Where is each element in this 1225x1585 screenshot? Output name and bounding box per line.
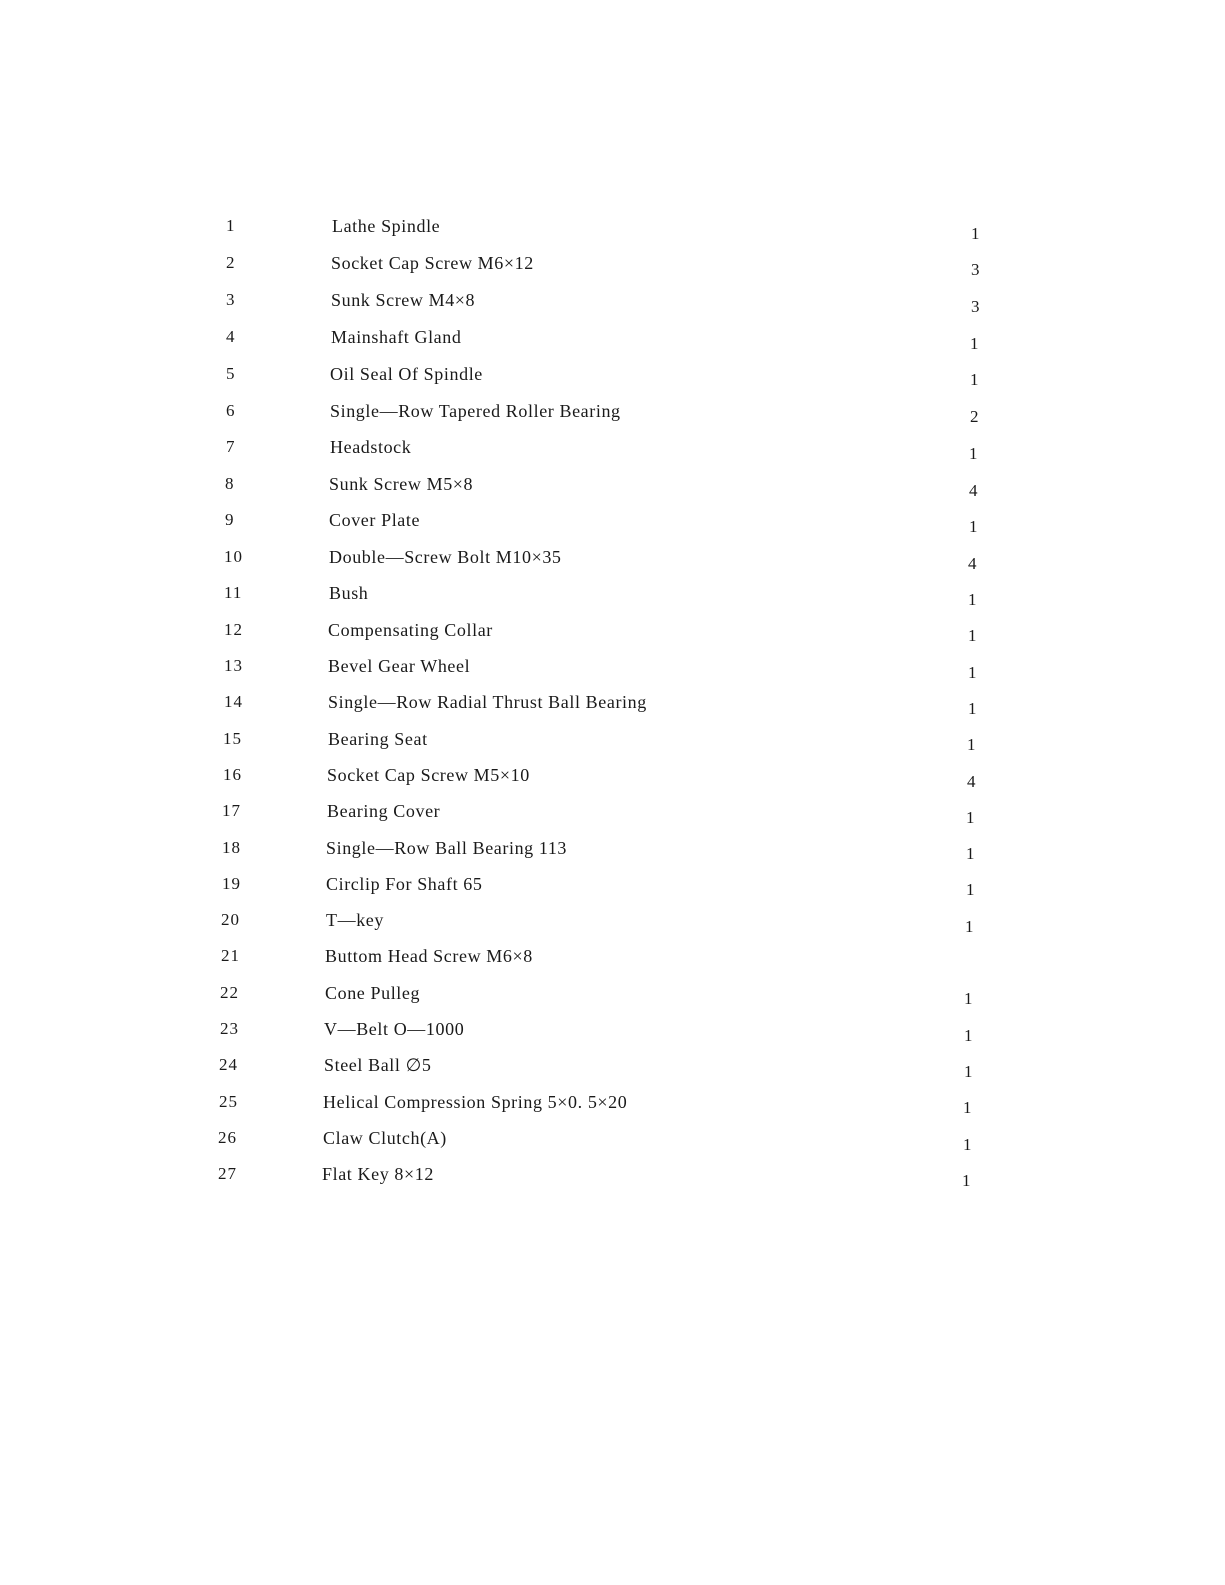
part-name: Cone Pulleg [325,983,421,1003]
part-quantity: 4 [968,554,977,573]
part-quantity: 1 [962,1171,971,1190]
table-row [0,290,1225,326]
table-row [0,364,1225,400]
part-quantity: 1 [964,1062,973,1081]
table-row [0,437,1225,473]
part-quantity: 1 [966,808,975,827]
part-quantity: 1 [964,989,973,1008]
part-name: Mainshaft Gland [331,327,462,347]
part-quantity: 1 [968,663,977,682]
part-name: Oil Seal Of Spindle [330,364,483,384]
table-row [0,510,1225,546]
part-quantity: 1 [969,444,978,463]
part-name: Single—Row Tapered Roller Bearing [330,401,621,421]
part-number: 10 [224,547,243,566]
part-number: 16 [223,765,242,784]
part-quantity: 1 [966,844,975,863]
part-quantity: 1 [968,626,977,645]
part-quantity: 1 [963,1135,972,1154]
table-row [0,946,1225,982]
table-row [0,1128,1225,1164]
part-name: Cover Plate [329,510,421,530]
part-number: 7 [226,437,236,456]
table-row [0,620,1225,656]
part-number: 17 [222,801,241,820]
table-row [0,1092,1225,1128]
part-number: 20 [221,910,240,929]
part-name: T—key [326,910,384,930]
table-row [0,910,1225,946]
part-quantity: 1 [965,917,974,936]
part-name: Lathe Spindle [332,216,441,236]
part-number: 5 [226,364,236,383]
part-number: 9 [225,510,235,529]
part-quantity: 2 [970,407,979,426]
part-number: 15 [223,729,242,748]
table-row [0,1019,1225,1055]
table-row [0,547,1225,583]
table-row [0,401,1225,437]
part-quantity: 1 [968,590,977,609]
part-name: Buttom Head Screw M6×8 [325,946,533,966]
table-row [0,874,1225,910]
table-row [0,692,1225,728]
part-quantity: 4 [967,772,976,791]
part-number: 21 [221,946,240,965]
part-number: 27 [218,1164,237,1183]
part-name: Circlip For Shaft 65 [326,874,483,894]
part-name: Compensating Collar [328,620,493,640]
part-name: Double—Screw Bolt M10×35 [329,547,562,567]
part-number: 24 [219,1055,238,1074]
part-number: 22 [220,983,239,1002]
part-number: 23 [220,1019,239,1038]
part-name: Socket Cap Screw M6×12 [331,253,534,273]
table-row [0,216,1225,252]
table-row [0,801,1225,837]
part-name: Helical Compression Spring 5×0. 5×20 [323,1092,628,1112]
part-name: Headstock [330,437,412,457]
part-number: 11 [224,583,243,602]
table-row [0,327,1225,363]
part-quantity: 3 [971,297,980,316]
part-number: 25 [219,1092,238,1111]
part-quantity: 4 [969,481,978,500]
part-name: Bevel Gear Wheel [328,656,471,676]
part-name: V—Belt O—1000 [324,1019,465,1039]
part-name: Sunk Screw M4×8 [331,290,476,310]
table-row [0,253,1225,289]
table-row [0,983,1225,1019]
part-name: Bearing Seat [328,729,428,749]
part-number: 13 [224,656,243,675]
part-name: Single—Row Ball Bearing 113 [326,838,568,858]
table-row [0,1055,1225,1091]
part-quantity: 1 [966,880,975,899]
part-number: 4 [226,327,236,346]
part-quantity: 1 [970,370,979,389]
part-name: Single—Row Radial Thrust Ball Bearing [328,692,647,712]
part-name: Bearing Cover [327,801,441,821]
part-name: Claw Clutch(A) [323,1128,447,1148]
part-number: 8 [225,474,235,493]
part-name: Sunk Screw M5×8 [329,474,474,494]
part-number: 18 [222,838,241,857]
part-name: Steel Ball ∅5 [324,1055,432,1075]
part-number: 19 [222,874,241,893]
part-quantity: 1 [968,699,977,718]
part-number: 6 [226,401,236,420]
part-name: Socket Cap Screw M5×10 [327,765,530,785]
part-name: Bush [329,583,369,603]
part-number: 14 [224,692,243,711]
part-number: 1 [226,216,236,235]
part-quantity: 1 [970,334,979,353]
part-quantity: 1 [964,1026,973,1045]
table-row [0,583,1225,619]
part-quantity: 3 [971,260,980,279]
part-quantity: 1 [971,224,980,243]
part-number: 12 [224,620,243,639]
table-row [0,765,1225,801]
part-quantity: 1 [963,1098,972,1117]
part-quantity: 1 [969,517,978,536]
table-row [0,656,1225,692]
table-row [0,729,1225,765]
table-row [0,838,1225,874]
part-number: 3 [226,290,236,309]
table-row [0,474,1225,510]
part-number: 26 [218,1128,237,1147]
table-row [0,1164,1225,1200]
part-number: 2 [226,253,236,272]
part-name: Flat Key 8×12 [322,1164,434,1184]
part-quantity: 1 [967,735,976,754]
